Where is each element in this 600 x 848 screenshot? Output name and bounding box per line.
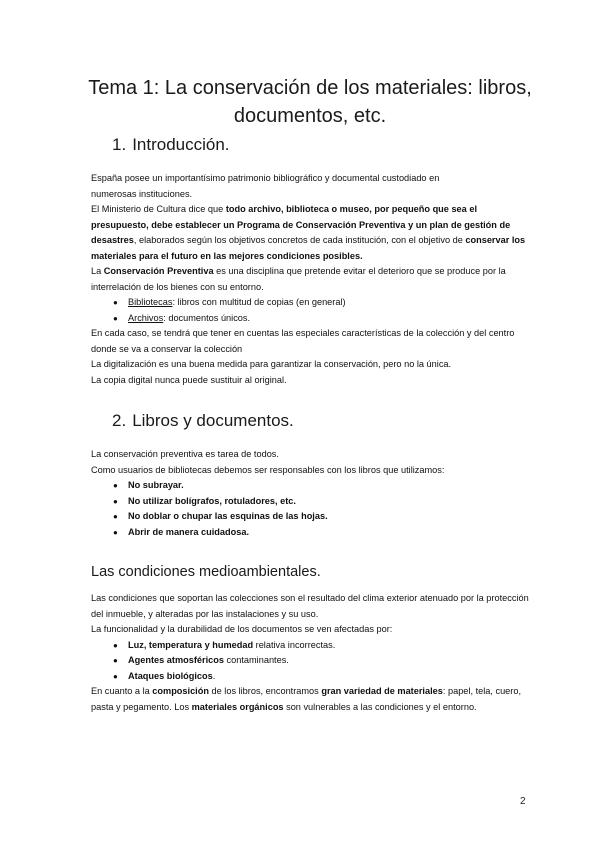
section-1-body	[91, 171, 531, 388]
factors-paragraph: La funcionalidad y la durabilidad de los documentos se ven afectadas por:	[91, 624, 393, 634]
institution-list	[91, 295, 531, 326]
ministry-text-b: todo archivo, biblioteca o museo, por pequeño que sea el presupuesto, debe establecer un Programa de Conservación Preventiva y un plan de gestión de desastres	[91, 204, 511, 245]
preventive-text-a: La	[91, 266, 104, 276]
list-item	[91, 638, 531, 654]
subsection-heading: Las condiciones medioambientales.	[91, 564, 321, 580]
factor-term: Ataques biológicos	[128, 670, 213, 681]
digital-copy-paragraph: La copia digital nunca puede sustituir al original.	[91, 374, 287, 385]
factors-list	[91, 638, 531, 685]
bullet-icon: ●	[113, 640, 118, 650]
section-1-heading	[112, 134, 230, 156]
list-item	[91, 669, 531, 685]
collection-paragraph: En cada caso, se tendrá que tener en cuentas las especiales características de la colección y del centro donde se va a conservar la colección	[91, 328, 515, 354]
bullet-text: : documentos únicos.	[163, 312, 251, 323]
list-item	[91, 653, 531, 669]
bullet-icon: ●	[113, 496, 118, 506]
factor-term: Luz, temperatura y humedad	[128, 639, 254, 650]
responsibility-paragraph: La conservación preventiva es tarea de todos.	[91, 449, 279, 459]
bullet-text: : libros con multitud de copias (en general)	[172, 297, 346, 307]
section-1-title: Introducción.	[132, 135, 230, 154]
composition-text-a: En cuanto a la	[91, 686, 153, 696]
rule-text: No utilizar bolígrafos, rotuladores, etc.	[128, 495, 296, 506]
title-line-1: Tema 1: La conservación de los materiales: libros,	[88, 77, 532, 99]
section-1-number: 1.	[112, 135, 127, 154]
preventive-text-b: Conservación Preventiva	[103, 266, 214, 276]
page-number: 2	[520, 796, 526, 807]
composition-text-b: composición	[152, 686, 209, 696]
section-2-title: Libros y documentos.	[132, 411, 294, 430]
rule-text: No doblar o chupar las esquinas de las hojas.	[128, 511, 328, 521]
composition-text-e: : papel, tela, cuero, pasta y pegamento. Los	[91, 686, 522, 712]
bullet-icon: ●	[113, 313, 118, 323]
subsection-body	[91, 591, 531, 715]
factor-text: contaminantes.	[224, 655, 289, 665]
section-2-body	[91, 447, 531, 540]
title-line-2: documentos, etc.	[233, 105, 387, 127]
ministry-paragraph	[91, 202, 531, 264]
list-item	[91, 478, 531, 494]
factor-text: relativa incorrectas.	[253, 639, 336, 650]
composition-paragraph	[91, 684, 531, 715]
section-2-number: 2.	[112, 411, 127, 430]
composition-text-f: materiales orgánicos	[191, 701, 284, 712]
ministry-text-c: , elaborados según los objetivos concretos de cada institución, con el objetivo de	[133, 235, 466, 245]
users-paragraph: Como usuarios de bibliotecas debemos ser responsables con los libros que utilizamos:	[91, 464, 445, 475]
bullet-icon: ●	[113, 481, 118, 490]
list-item	[91, 525, 531, 541]
list-item	[91, 311, 531, 327]
intro-paragraph	[91, 171, 531, 202]
rule-text: Abrir de manera cuidadosa.	[128, 526, 250, 537]
rule-text: No subrayar.	[128, 480, 184, 490]
list-item	[91, 509, 531, 525]
bullet-term: Archivos	[128, 312, 164, 323]
conditions-paragraph: Las condiciones que soportan las colecciones son el resultado del clima exterior atenuado por la protección del inmueble, y alteradas por las instalaciones y su uso.	[91, 593, 529, 619]
bullet-icon: ●	[113, 656, 118, 665]
factor-text: .	[212, 670, 216, 681]
preventive-paragraph	[91, 264, 531, 295]
bullet-icon: ●	[113, 671, 118, 681]
bullet-icon: ●	[113, 298, 118, 307]
intro-line-2: numerosas instituciones.	[91, 188, 193, 199]
preventive-text-c: es una disciplina que pretende evitar el deterioro que se produce por la interrelación de los bienes con su entorno.	[91, 266, 506, 292]
ministry-text-a: El Ministerio de Cultura dice que	[91, 204, 226, 214]
intro-line-1: España posee un importantísimo patrimonio bibliográfico y documental custodiado en	[91, 173, 440, 183]
document-title	[60, 74, 560, 130]
digitization-paragraph: La digitalización es una buena medida para garantizar la conservación, pero no la única.	[91, 359, 452, 369]
composition-text-c: de los libros, encontramos	[208, 686, 322, 696]
bullet-term: Bibliotecas	[128, 297, 173, 307]
list-item	[91, 295, 531, 311]
composition-text-d: gran variedad de materiales	[321, 686, 443, 696]
composition-text-g: son vulnerables a las condiciones y el entorno.	[283, 701, 477, 712]
factor-term: Agentes atmosféricos	[128, 655, 224, 665]
ministry-text-d: conservar los materiales para el futuro en las mejores condiciones posibles.	[91, 235, 526, 261]
bullet-icon: ●	[113, 512, 118, 521]
bullet-icon: ●	[113, 527, 118, 537]
rules-list	[91, 478, 531, 540]
list-item	[91, 494, 531, 510]
section-2-heading	[112, 410, 294, 432]
